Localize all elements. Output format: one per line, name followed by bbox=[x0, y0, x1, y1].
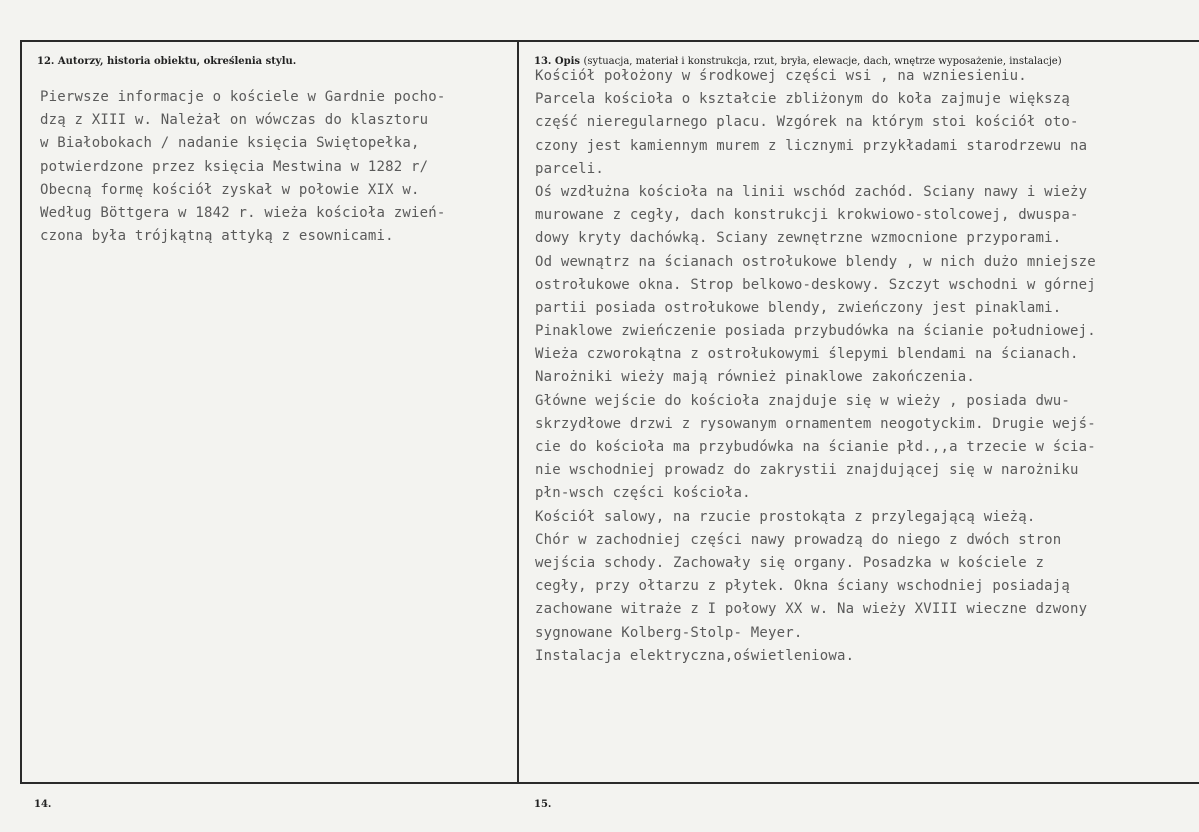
typed-line: Oś wzdłużna kościoła na linii wschód zachód. Sciany nawy i wieży bbox=[535, 183, 1088, 200]
section-12-title: Autorzy, historia obiektu, określenia stylu. bbox=[57, 56, 297, 67]
typed-line: ostrołukowe okna. Strop belkowo-deskowy. Szczyt wschodni w górnej bbox=[535, 276, 1096, 293]
typed-line: Parcela kościoła o kształcie zbliżonym do koła zajmuje większą bbox=[535, 91, 1070, 108]
section-13-title: Opis bbox=[554, 56, 581, 67]
typed-line: Chór w zachodniej części nawy prowadzą do niego z dwóch stron bbox=[535, 531, 1062, 548]
typed-line: Według Böttgera w 1842 r. wieża kościoła zwień- bbox=[40, 204, 446, 221]
typed-line: murowane z cegły, dach konstrukcji krokwiowo-stolcowej, dwuspa- bbox=[535, 207, 1079, 224]
typed-line: partii posiada ostrołukowe blendy, zwieńczony jest pinaklami. bbox=[535, 299, 1062, 316]
section-13-text bbox=[535, 65, 1096, 668]
typed-line: w Białobokach / nadanie księcia Swiętopełka, bbox=[40, 135, 420, 152]
typed-line: Kościół salowy, na rzucie prostokąta z przylegającą wieżą. bbox=[535, 508, 1036, 525]
typed-line: czony jest kamiennym murem z licznymi przykładami starodrzewu na bbox=[535, 137, 1088, 154]
typed-line: cie do kościoła ma przybudówka na ścianie płd.,,a trzecie w ścia- bbox=[535, 439, 1096, 455]
typed-line: część nieregularnego placu. Wzgórek na którym stoi kościół oto- bbox=[535, 114, 1079, 131]
section-12-heading bbox=[37, 56, 296, 67]
typed-line: płn-wsch części kościoła. bbox=[535, 485, 751, 502]
section-13-subtitle: (sytuacja, materiał i konstrukcja, rzut, bryła, elewacje, dach, wnętrze wyposażenie, instalacje) bbox=[583, 56, 1062, 67]
typed-line: cegły, przy ołtarzu z płytek. Okna ściany wschodniej posiadają bbox=[535, 578, 1070, 595]
typed-line: Od wewnątrz na ścianach ostrołukowe blendy , w nich dużo mniejsze bbox=[535, 253, 1096, 270]
section-12-number: 12. bbox=[37, 56, 55, 67]
typed-line: potwierdzone przez księcia Mestwina w 1282 r/ bbox=[40, 158, 429, 175]
typed-line: Pinaklowe zwieńczenie posiada przybudówka na ścianie południowej. bbox=[535, 323, 1096, 340]
typed-line: Narożniki wieży mają również pinaklowe zakończenia. bbox=[535, 369, 976, 386]
typed-line: nie wschodniej prowadz do zakrystii znajdującej się w narożniku bbox=[535, 462, 1079, 479]
top-border-line bbox=[20, 40, 1199, 42]
typed-line: dzą z XIII w. Należał on wówczas do klasztoru bbox=[40, 112, 429, 129]
section-14-number: 14. bbox=[34, 799, 52, 810]
typed-line: Wieża czworokątna z ostrołukowymi ślepymi blendami na ścianach. bbox=[535, 346, 1079, 363]
typed-line: Główne wejście do kościoła znajduje się w wieży , posiada dwu- bbox=[535, 392, 1070, 409]
typed-line: sygnowane Kolberg-Stolp- Meyer. bbox=[535, 624, 803, 641]
typed-line: wejścia schody. Zachowały się organy. Posadzka w kościele z bbox=[535, 554, 1045, 571]
typed-line: parceli. bbox=[535, 160, 605, 177]
typed-line: skrzydłowe drzwi z rysowanym ornamentem neogotyckim. Drugie wejś- bbox=[535, 415, 1096, 432]
section-12-text bbox=[40, 86, 446, 248]
typed-line: Pierwsze informacje o kościele w Gardnie pocho- bbox=[40, 89, 446, 105]
typed-line: Instalacja elektryczna,oświetleniowa. bbox=[535, 647, 855, 664]
section-15-number: 15. bbox=[534, 799, 552, 810]
typed-line: Obecną formę kościół zyskał w połowie XIX w. bbox=[40, 181, 420, 198]
section-13-number: 13. bbox=[534, 56, 552, 67]
typed-line: Kościół położony w środkowej części wsi , na wzniesieniu. bbox=[535, 68, 1027, 84]
typed-line: zachowane witraże z I połowy XX w. Na wieży XVIII wieczne dzwony bbox=[535, 601, 1088, 618]
typed-line: czona była trójkątną attyką z esownicami. bbox=[40, 228, 394, 245]
column-divider bbox=[517, 40, 519, 782]
bottom-border-line bbox=[20, 782, 1199, 784]
left-border-line bbox=[20, 40, 22, 784]
typed-line: dowy kryty dachówką. Sciany zewnętrzne wzmocnione przyporami. bbox=[535, 230, 1062, 247]
